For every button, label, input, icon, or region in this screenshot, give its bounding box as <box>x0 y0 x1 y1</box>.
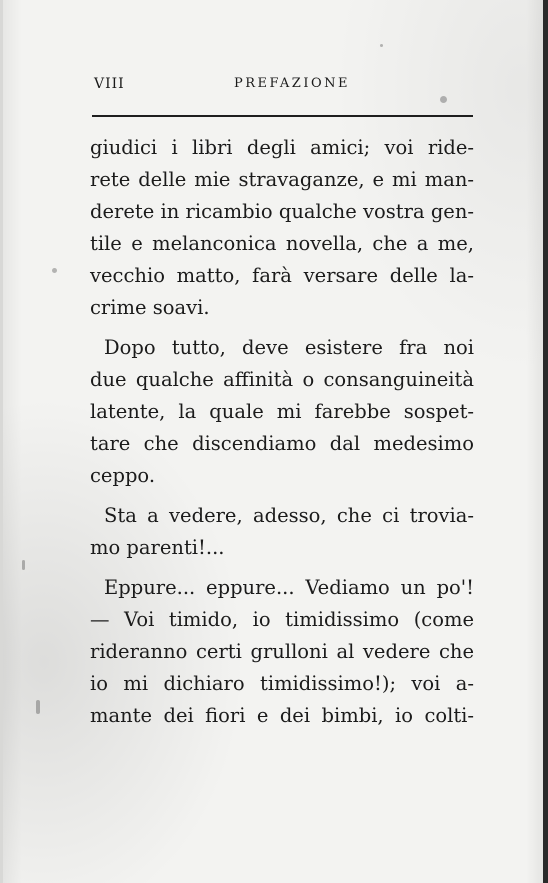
body-text <box>90 132 474 732</box>
text-line: rete delle mie stravaganze, e mi man- <box>90 168 474 191</box>
paper-speck <box>380 44 383 47</box>
page-header <box>94 76 472 100</box>
text-line: ceppo. <box>90 464 156 487</box>
paragraph-3 <box>90 500 474 564</box>
text-line: crime soavi. <box>90 296 210 319</box>
book-spine-shadow <box>543 0 548 883</box>
paper-speck <box>22 560 25 570</box>
text-line: tare che discendiamo dal medesimo <box>90 432 474 455</box>
text-line: due qualche affinità o consanguineità <box>90 368 474 391</box>
text-line: latente, la quale mi farebbe sospet- <box>90 400 474 423</box>
text-line: mo parenti!... <box>90 536 225 559</box>
text-line: mante dei fiori e dei bimbi, io colti- <box>90 704 474 727</box>
paper-speck <box>36 700 40 714</box>
page-number: VIII <box>94 76 125 92</box>
text-line: io mi dichiaro timidissimo!); voi a- <box>90 672 474 695</box>
paper-speck <box>52 268 57 273</box>
running-head: PREFAZIONE <box>234 76 350 91</box>
text-line: Eppure... eppure... Vediamo un po'! <box>104 576 474 599</box>
text-line: Sta a vedere, adesso, che ci trovia- <box>104 504 474 527</box>
paper-speck <box>440 96 447 103</box>
text-line: vecchio matto, farà versare delle la- <box>90 264 474 287</box>
paragraph-4 <box>90 572 474 732</box>
page-left-edge <box>0 0 3 883</box>
text-line: giudici i libri degli amici; voi ride- <box>90 136 474 159</box>
text-line: — Voi timido, io timidissimo (come <box>90 608 474 631</box>
text-line: tile e melanconica novella, che a me, <box>90 232 474 255</box>
text-line: rideranno certi grulloni al vedere che <box>90 640 474 663</box>
paragraph-1 <box>90 132 474 324</box>
text-line: derete in ricambio qualche vostra gen- <box>90 200 474 223</box>
paragraph-2 <box>90 332 474 492</box>
text-line: Dopo tutto, deve esistere fra noi <box>104 336 474 359</box>
header-rule <box>92 115 473 117</box>
